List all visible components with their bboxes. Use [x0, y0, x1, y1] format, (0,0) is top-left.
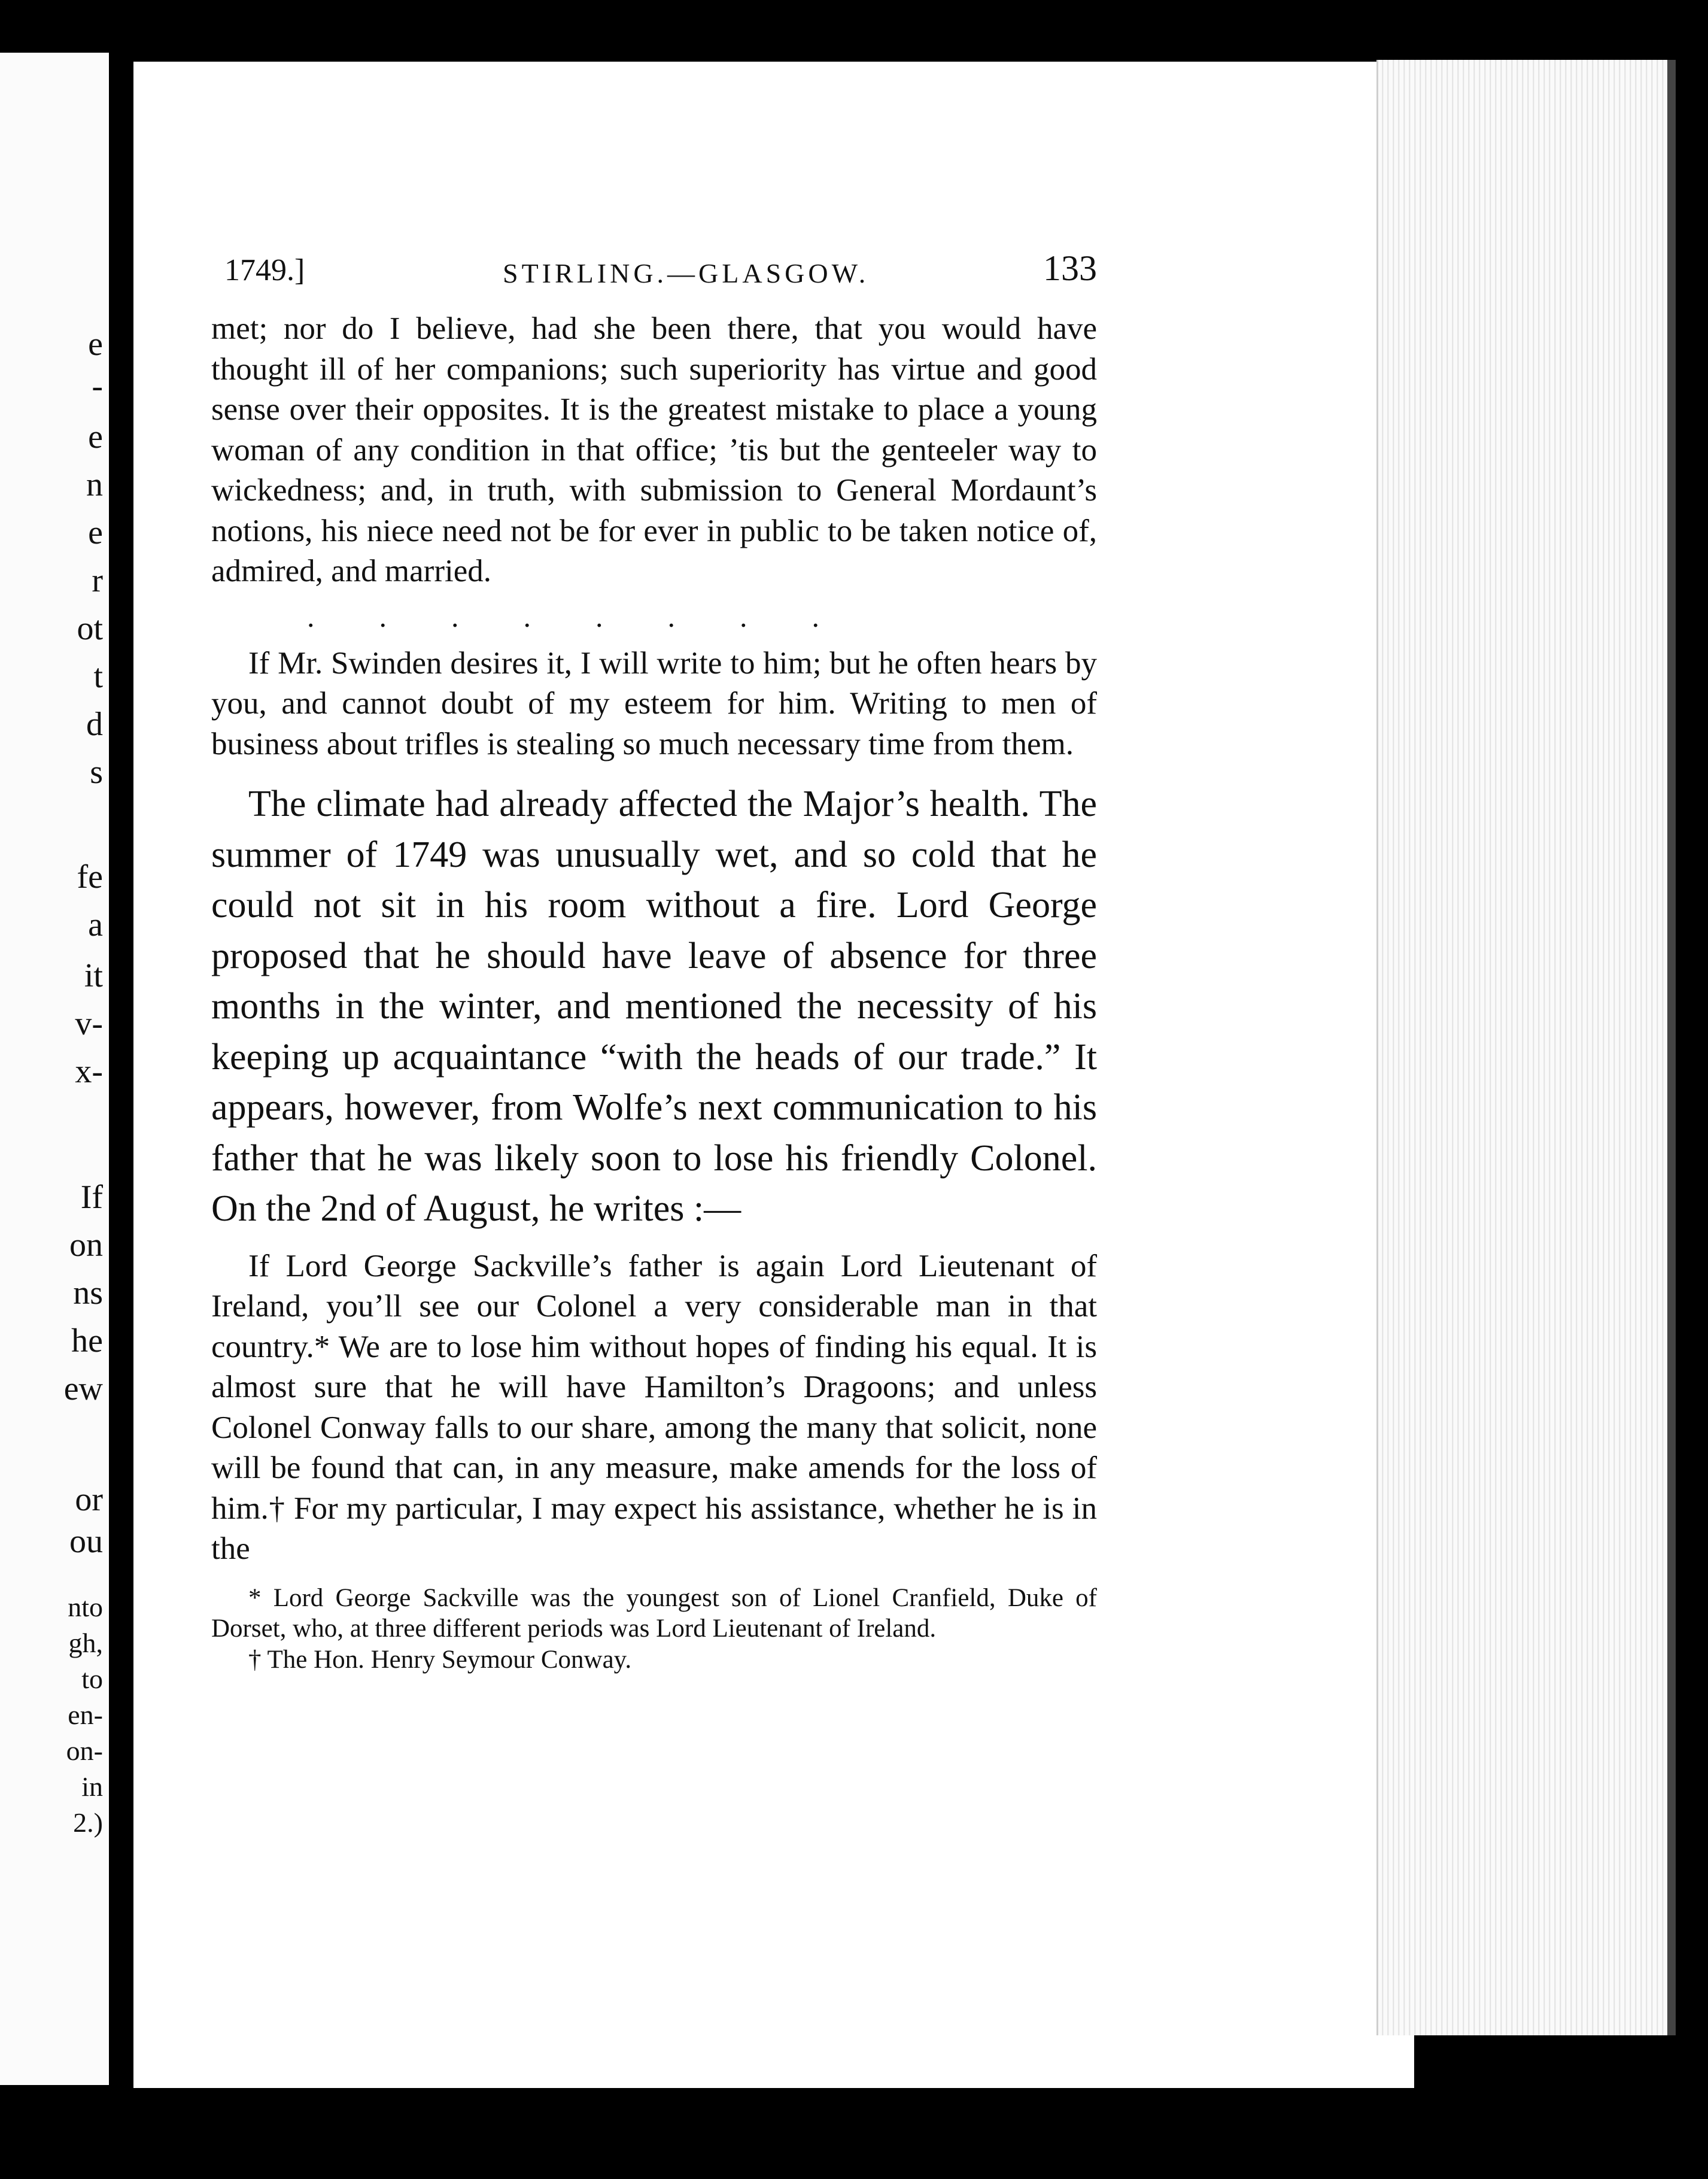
fragment-5: e — [88, 514, 103, 551]
fragment-21: or — [75, 1481, 103, 1518]
fragment-25: to — [81, 1664, 103, 1694]
fragment-17: on — [69, 1227, 103, 1264]
page-edge-shadow — [1667, 60, 1676, 2035]
fragment-15: x- — [75, 1053, 103, 1090]
fragment-1: e — [88, 326, 103, 363]
footnote-1: * Lord George Sackville was the youngest son of Lionel Cranfield, Duke of Dorset, who, at three different periods was Lord Lieutenant of Ireland. — [211, 1583, 1097, 1643]
fragment-8: t — [93, 658, 103, 695]
fragment-23: nto — [68, 1592, 103, 1622]
fragment-16: If — [80, 1179, 103, 1216]
page-content — [211, 239, 1097, 1675]
page-edges — [1376, 60, 1671, 2035]
fragment-2: - — [92, 368, 103, 405]
fragment-12: a — [88, 906, 103, 943]
fragment-22: ou — [69, 1523, 103, 1560]
body-paragraph: The climate had already affected the Major’s health. The summer of 1749 was unusually wet, and so cold that he could not sit in his room without a fire. Lord George proposed that he should have leave of absence for three months in the winter, and mentioned the necessity of his keeping up acquaintance “with the heads of our trade.” It appears, however, from Wolfe’s next communication to his father that he was likely soon to lose his friendly Colonel. On the 2nd of August, he writes :— — [211, 784, 1097, 1229]
footnotes — [211, 1583, 1097, 1676]
fragment-19: he — [71, 1322, 103, 1359]
fragment-20: ew — [63, 1370, 103, 1407]
letter-excerpt-1b — [211, 644, 1097, 765]
fragment-26: en- — [68, 1700, 103, 1730]
fragment-7: ot — [77, 610, 103, 647]
footnote-2: † The Hon. Henry Seymour Conway. — [248, 1645, 632, 1674]
fragment-10: s — [90, 754, 103, 791]
fragment-14: v- — [75, 1005, 103, 1042]
fragment-3: e — [88, 418, 103, 456]
ellipsis-dots: ........ — [307, 599, 884, 633]
letter-paragraph: met; nor do I believe, had she been there, that you would have thought ill of her companions; such superiority has virtue and good sense over their opposites. It is the greatest mistake to place a young woman of any condition in that office; ’tis but the genteeler way to wickedness; and, in truth, with submission to General Mordaunt’s notions, his niece need not be for ever in public to be taken notice of, admired, and married. — [211, 311, 1097, 588]
page-number: 133 — [1043, 248, 1097, 288]
fragment-29: 2.) — [73, 1807, 103, 1838]
facing-page-fragment — [0, 53, 109, 2085]
letter-excerpt-2 — [211, 1246, 1097, 1570]
running-head — [211, 239, 1097, 293]
fragment-6: r — [92, 562, 103, 599]
letter-excerpt-1 — [211, 309, 1097, 592]
fragment-18: ns — [73, 1274, 103, 1312]
fragment-24: gh, — [68, 1628, 103, 1658]
fragment-4: n — [86, 466, 103, 503]
fragment-27: on- — [66, 1735, 103, 1766]
letter-paragraph: If Mr. Swinden desires it, I will write to him; but he often hears by you, and cannot doubt of my esteem for him. Writing to men of business about trifles is stealing so much necessary time from them. — [211, 645, 1097, 761]
running-head-year: 1749.] — [224, 253, 305, 287]
fragment-11: fe — [77, 858, 103, 896]
fragment-28: in — [81, 1771, 103, 1802]
fragment-9: d — [86, 706, 103, 743]
narrative-text — [211, 779, 1097, 1234]
running-head-title: STIRLING.—GLASGOW. — [503, 258, 870, 289]
fragment-13: it — [84, 957, 103, 994]
letter-paragraph: If Lord George Sackville’s father is again Lord Lieutenant of Ireland, you’ll see our Colonel a very considerable man in that country.* We are to lose him without hopes of finding his equal. It is almost sure that he will have Hamilton’s Dragoons; and unless Colonel Conway falls to our share, among the many that solicit, none will be found that can, in any measure, make amends for the loss of him.† For my particular, I may expect his assistance, whether he is in the — [211, 1248, 1097, 1566]
